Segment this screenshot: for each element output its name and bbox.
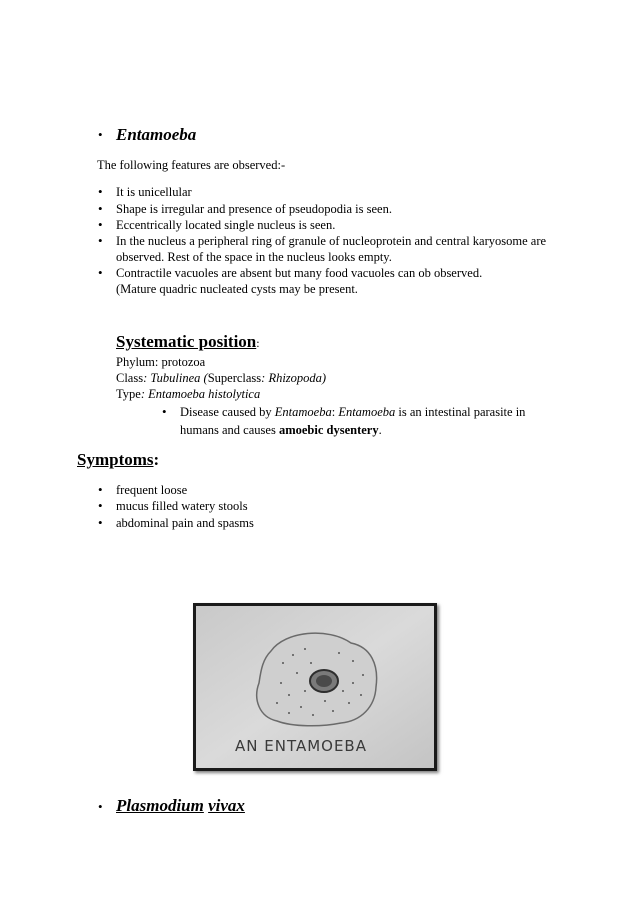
genus-name: Plasmodium [116,796,204,815]
list-item: Eccentrically located single nucleus is seen. [116,218,336,232]
intro-text: The following features are observed:- [97,158,286,172]
list-item-continuation: observed. Rest of the space in the nucleus looks empty. [116,250,392,264]
bullet: • [162,404,167,419]
class-sep: : [143,371,151,385]
section-heading-entamoeba: Entamoeba [116,125,197,144]
text: Disease caused by [180,405,275,419]
bullet: • [98,233,103,248]
heading-colon: : [256,336,260,350]
disease-line-2 [180,422,382,438]
text: : [331,405,339,419]
text: . [378,423,382,437]
disease-line-1 [180,404,525,420]
class-label: Class [116,371,144,385]
entamoeba-drawing [193,603,437,771]
type-line [116,386,260,402]
systematic-position-heading [116,332,260,352]
list-item: In the nucleus a peripheral ring of granule of nucleoprotein and central karyosome are [116,234,547,248]
class-name: Tubulinea ( [150,371,208,385]
phylum-line: Phylum: protozoa [116,355,206,369]
section-heading-plasmodium [116,796,245,816]
symptoms-title: Symptoms [77,450,154,469]
disease-name: amoebic dysentery [278,423,379,437]
bullet: • [98,127,103,142]
list-item: abdominal pain and spasms [116,516,254,530]
type-value: : Entamoeba histolytica [140,387,261,401]
text: humans and causes [180,423,279,437]
entamoeba-drawing-photo [193,603,437,771]
bullet: • [98,201,103,216]
bullet: • [98,498,103,513]
list-item: Contractile vacuoles are absent but many food vacuoles can ob observed. [116,266,483,280]
bullet: • [98,265,103,280]
list-item: It is unicellular [116,185,192,199]
list-item: frequent loose [116,483,188,497]
type-label: Type [116,387,141,401]
bullet: • [98,482,103,497]
list-item-continuation: (Mature quadric nucleated cysts may be present. [116,282,358,296]
bullet: • [98,217,103,232]
list-item: Shape is irregular and presence of pseudopodia is seen. [116,202,392,216]
superclass-value: : Rhizopoda) [261,371,327,385]
bullet: • [98,184,103,199]
karyosome [316,675,332,687]
class-line [116,370,326,386]
text: is an intestinal parasite in [395,405,526,419]
superclass-label: Superclass [207,371,262,385]
systematic-position-title: Systematic position [116,332,257,351]
bullet: • [98,799,103,814]
genus: Entamoeba [274,405,332,419]
species-name: vivax [208,796,245,815]
genus: Entamoeba [338,405,396,419]
heading-colon: : [153,450,160,469]
handwritten-caption: AN ENTAMOEBA [235,737,367,755]
bullet: • [98,515,103,530]
symptoms-heading [77,450,159,470]
list-item: mucus filled watery stools [116,499,248,513]
